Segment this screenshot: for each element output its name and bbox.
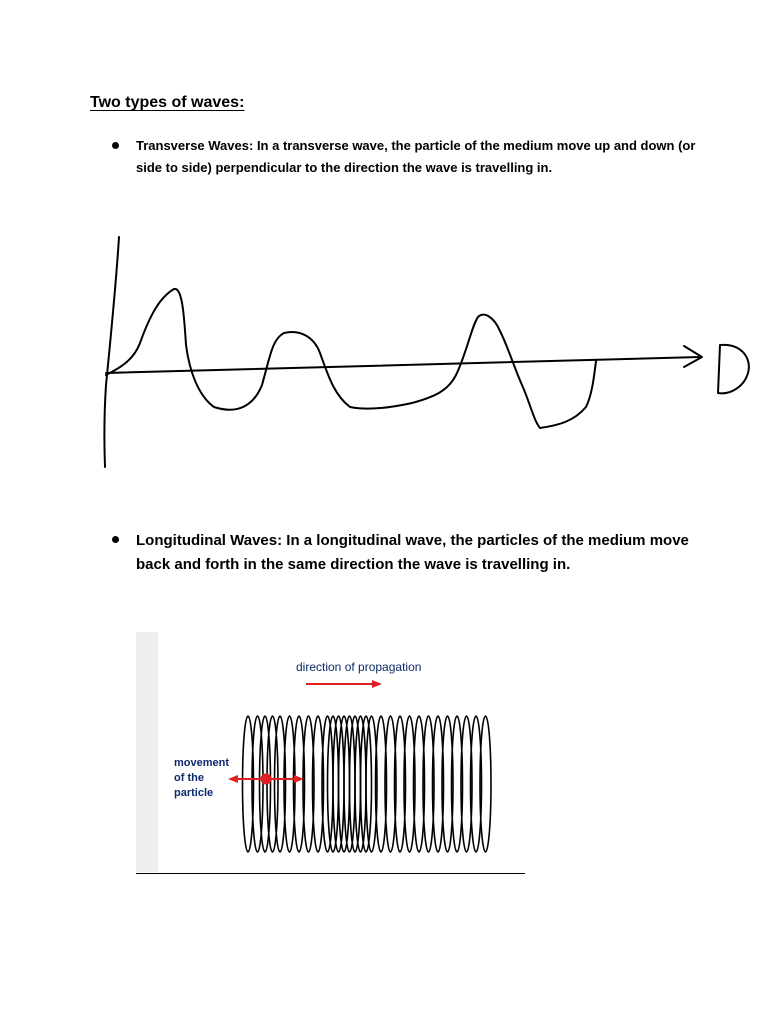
figure-bottom-rule: [136, 873, 525, 874]
movement-label-line: of the: [174, 772, 204, 784]
transverse-waves-text: [136, 135, 712, 179]
bullet-icon: [112, 142, 119, 149]
bullet-icon: [112, 536, 119, 543]
longitudinal-wave-figure: [136, 632, 526, 876]
sketch-horizontal-axis: [106, 357, 700, 373]
movement-arrowhead-left: [228, 775, 238, 783]
longitudinal-waves-item: [112, 529, 712, 577]
coil-rings: [243, 716, 492, 852]
coil-spring-drawing: [136, 632, 526, 872]
propagation-arrowhead: [372, 680, 382, 688]
longitudinal-waves-text: [136, 529, 712, 577]
propagation-label: direction of propagation: [296, 660, 422, 674]
sketch-letter-d: [718, 345, 749, 393]
transverse-waves-item: [112, 135, 712, 179]
transverse-waves-description: In a transverse wave, the particle of the medium move up and down (or side to side) perpendicular to the direction the wave is travelling in.: [136, 138, 696, 175]
particle-dot: [261, 774, 272, 785]
propagation-arrow: [306, 680, 382, 688]
page-heading: Two types of waves:: [90, 94, 245, 111]
movement-label-line: movement: [174, 757, 230, 769]
sketch-wave: [106, 289, 596, 428]
sketch-vertical-axis: [104, 237, 119, 467]
longitudinal-waves-title: Longitudinal Waves:: [136, 532, 283, 549]
transverse-waves-title: Transverse Waves:: [136, 138, 254, 153]
longitudinal-waves-description: In a longitudinal wave, the particles of the medium move back and forth in the same direction the wave is travelling in.: [136, 532, 689, 573]
particle-movement-arrow: [228, 774, 304, 785]
movement-label-line: particle: [174, 787, 214, 799]
transverse-wave-sketch: [0, 225, 768, 475]
